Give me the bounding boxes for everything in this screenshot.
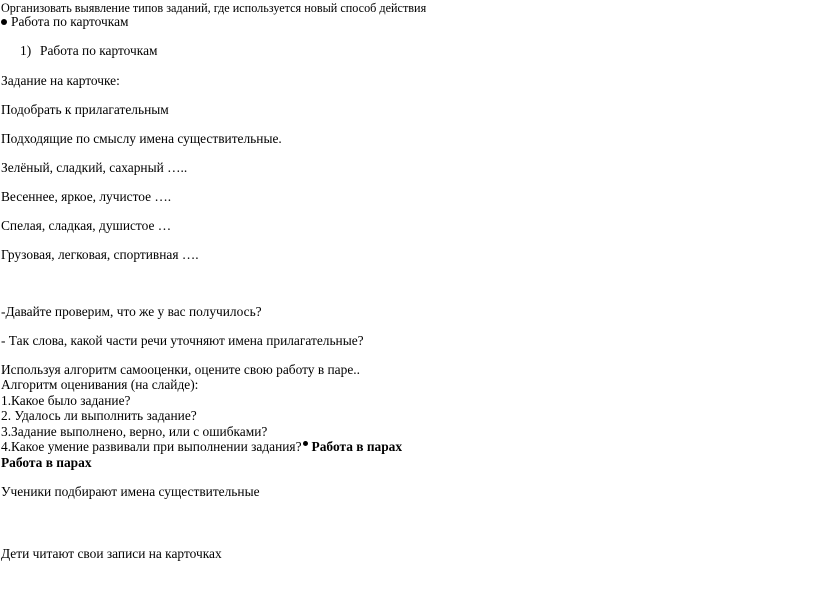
algorithm-step: 4.Какое умение развивали при выполнении задания? [1,439,302,454]
bullet-item-label: Работа по карточкам [11,14,129,29]
exercise-line: Спелая, сладкая, душистое … [1,218,172,233]
exercise-line: Зелёный, сладкий, сахарный ….. [1,160,188,175]
numbered-item-label: Работа по карточкам [40,43,158,58]
exercise-line: Весеннее, яркое, лучистое …. [1,189,172,204]
pair-work-inline-heading: Работа в парах [311,439,403,454]
bullet-icon [303,441,308,446]
card-task-label: Задание на карточке: [1,73,120,88]
algorithm-step: 3.Задание выполнено, верно, или с ошибками? [1,424,268,439]
header-text: Организовать выявление типов заданий, где используется новый способ действия [1,1,427,15]
instruction-line-1: Подобрать к прилагательным [1,102,169,117]
question-check: -Давайте проверим, что же у вас получилось? [1,304,262,319]
question-parts-of-speech: - Так слова, какой части речи уточняют имена прилагательные? [1,333,364,348]
numbered-item [20,43,157,59]
children-note: Дети читают свои записи на карточках [1,546,222,561]
algorithm-title: Алгоритм оценивания (на слайде): [1,377,199,392]
bullet-item [1,14,128,30]
exercise-line: Грузовая, легковая, спортивная …. [1,247,199,262]
algorithm-step: 1.Какое было задание? [1,393,131,408]
pair-work-heading: Работа в парах [1,455,92,470]
list-number: 1) [20,43,32,58]
self-evaluation-text: Используя алгоритм самооценки, оцените свою работу в паре.. [1,362,360,377]
instruction-line-2: Подходящие по смыслу имена существительные. [1,131,282,146]
students-note: Ученики подбирают имена существительные [1,484,260,499]
algorithm-step: 2. Удалось ли выполнить задание? [1,408,197,423]
algorithm-step-with-heading [1,439,402,455]
bullet-icon [1,19,7,25]
